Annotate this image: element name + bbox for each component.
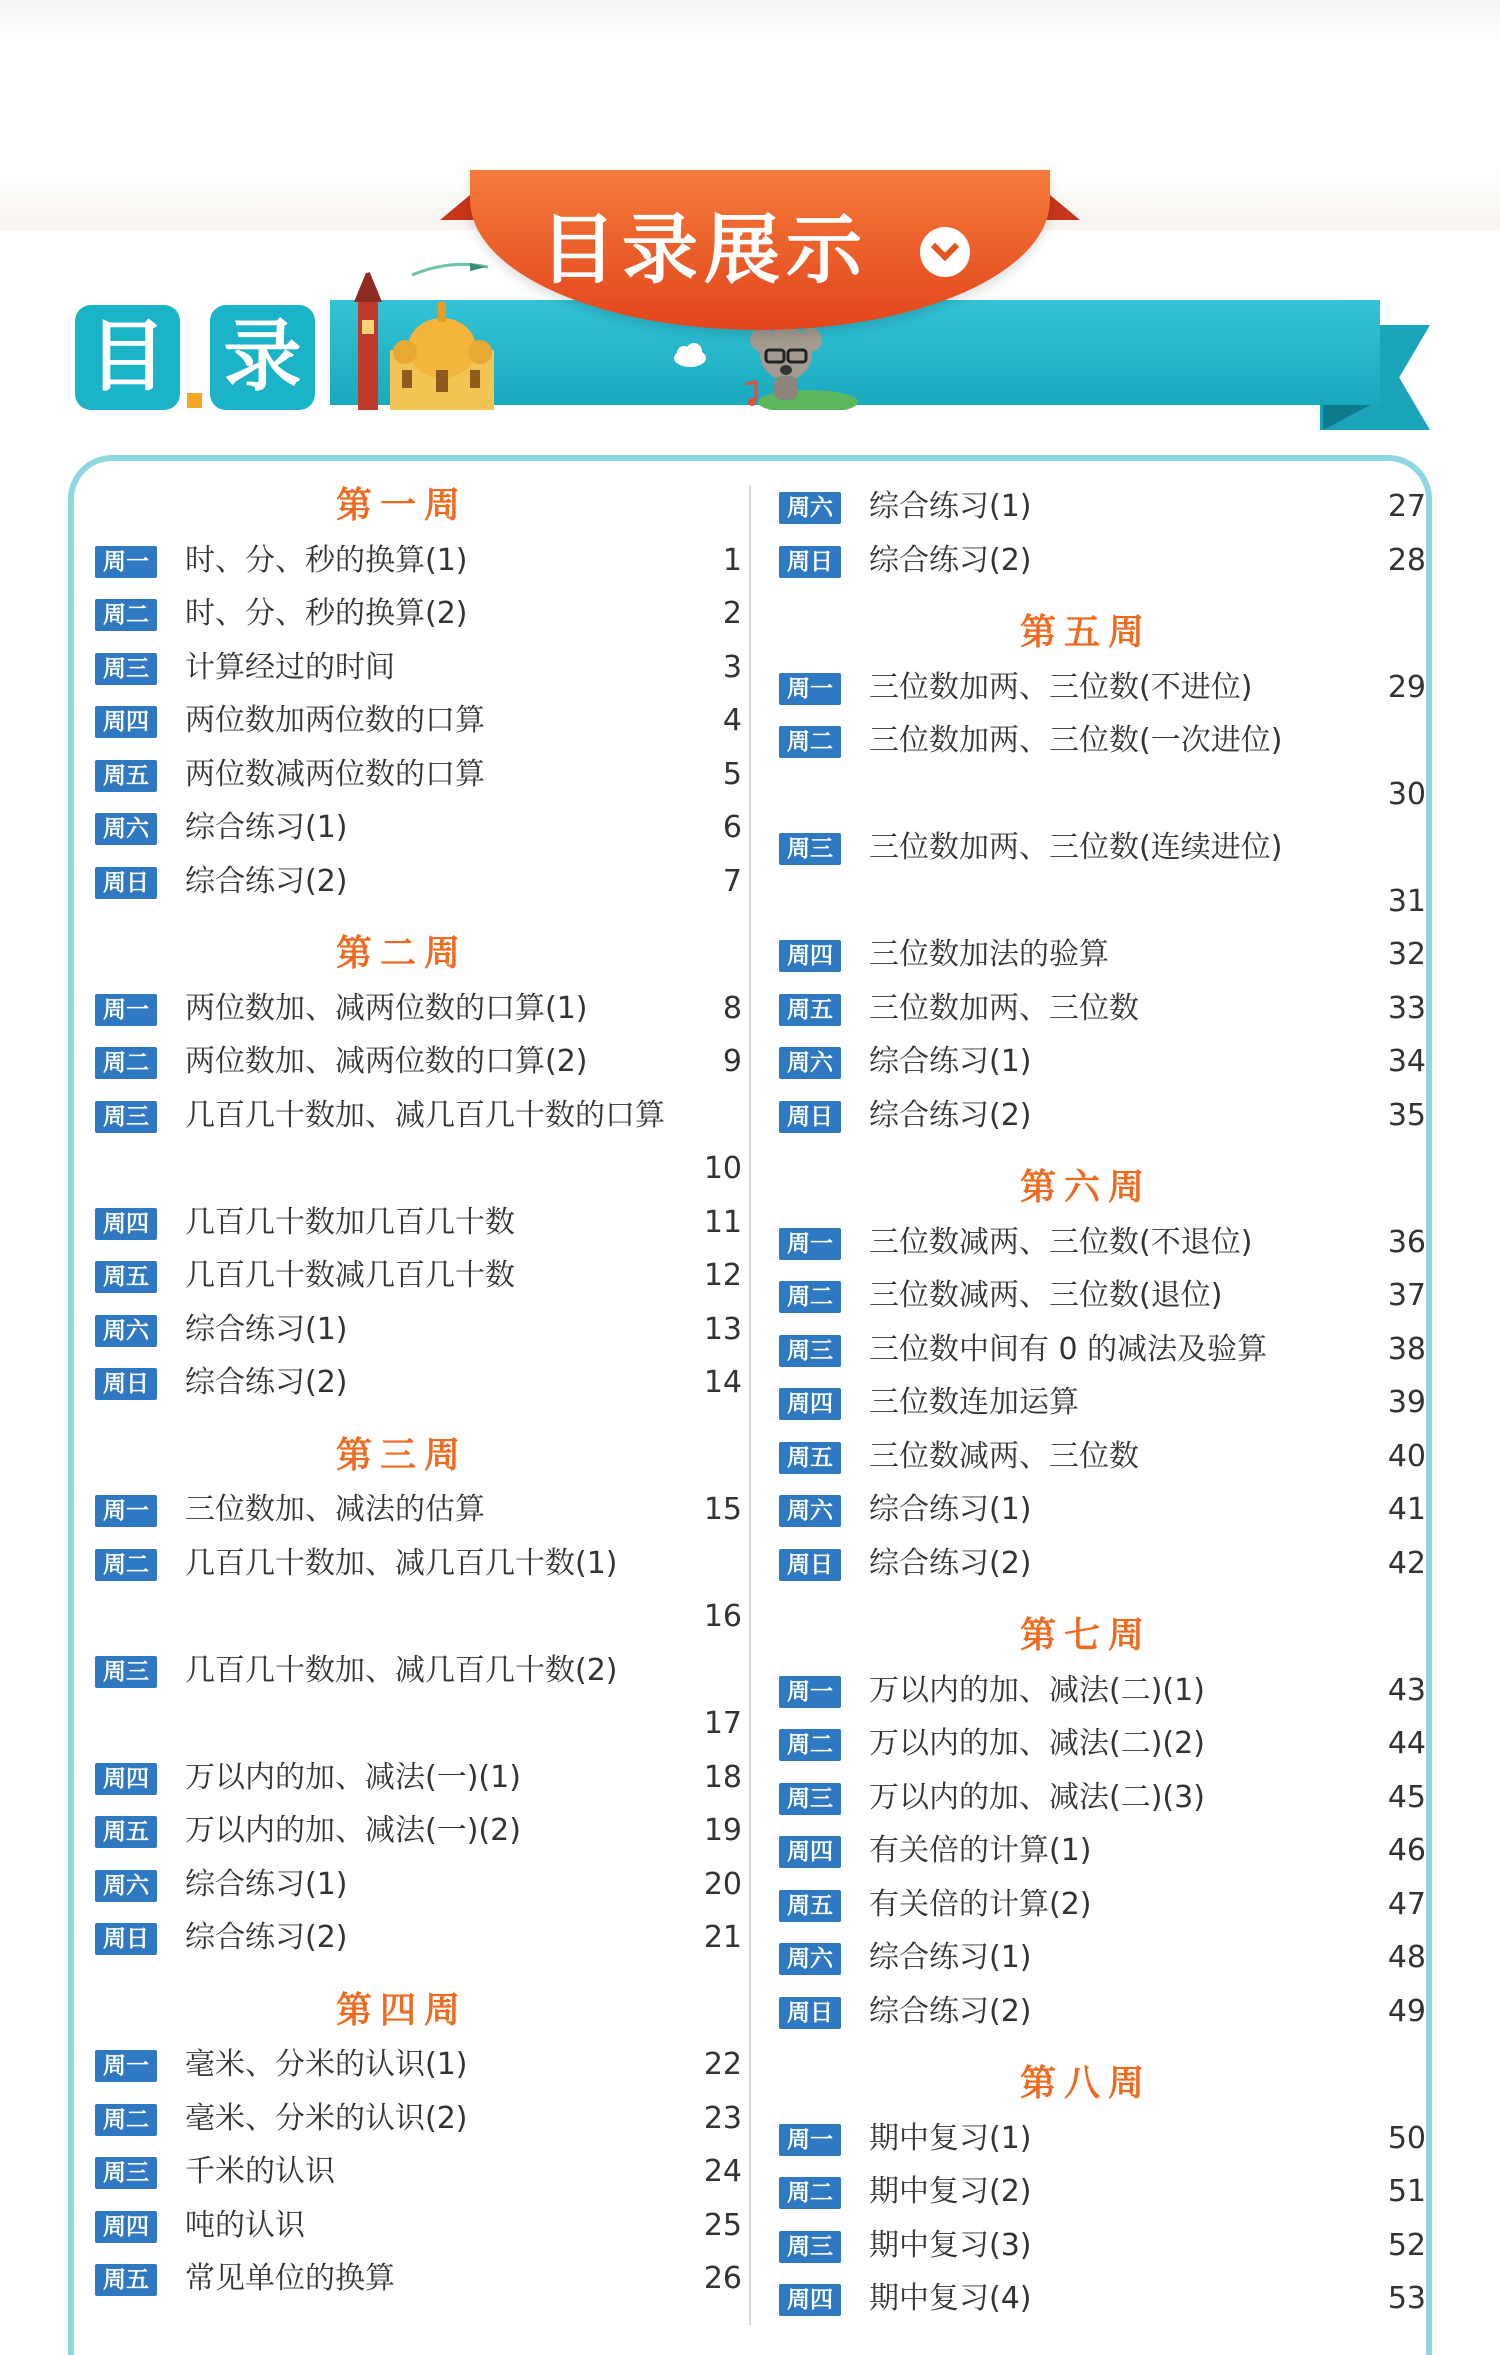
toc-entry[interactable] [776,1430,1426,1482]
day-tag: 周五 [95,1816,157,1848]
toc-entry[interactable] [776,1483,1426,1535]
day-tag: 周一 [95,994,157,1026]
toc-entry-continuation[interactable] [92,1697,742,1749]
page-number: 46 [1387,1833,1426,1868]
day-tag: 周三 [95,1656,157,1688]
entry-title: 几百几十数加、减几百几十数的口算 [185,1097,665,1133]
leader-dots [529,1249,690,1301]
ribbon-title: 目录展示 [540,205,868,294]
week-title: 第一周 [335,485,468,526]
page-number: 38 [1387,1331,1426,1367]
day-tag: 周三 [95,653,157,685]
day-tag: 周五 [779,1890,841,1922]
page-number: 47 [1387,1886,1426,1922]
leader-dots [362,855,709,907]
page-number: 23 [703,2100,742,2136]
toc-entry[interactable] [776,1269,1426,1321]
toc-entry[interactable] [92,1858,742,1910]
page-number: 18 [703,1759,742,1795]
page-number: 34 [1387,1044,1426,1079]
day-tag: 周四 [95,2211,157,2243]
leader-dots [499,748,709,800]
day-tag: 周二 [779,726,841,758]
toc-entry[interactable] [92,1644,742,1696]
leader-dots [362,1911,690,1963]
leader-dots [185,1142,690,1194]
toc-entry[interactable] [776,480,1426,532]
entry-title: 几百几十数加几百几十数 [185,1204,515,1240]
entry-title: 三位数减两、三位数(退位) [869,1278,1223,1313]
entry-title: 万以内的加、减法(一)(1) [185,1759,521,1795]
leader-dots [1153,982,1374,1034]
toc-entry[interactable] [776,1824,1426,1876]
entry-title: 综合练习(1) [869,1044,1032,1079]
entry-title: 期中复习(1) [869,2120,1032,2156]
entry-title: 三位数连加运算 [869,1385,1079,1420]
week-title: 第七周 [1019,1615,1152,1656]
leader-dots [1219,1664,1374,1716]
page-number: 8 [722,990,742,1026]
entry-title: 万以内的加、减法(二)(3) [869,1779,1205,1815]
leader-dots [602,982,709,1034]
week-title: 第三周 [335,1434,468,1476]
page-number: 3 [722,649,742,685]
leader-dots [535,1804,690,1856]
toc-entry[interactable] [776,1216,1426,1268]
day-tag: 周四 [95,706,157,738]
entry-title: 综合练习(2) [185,1365,348,1400]
toc-entry[interactable] [92,2092,742,2144]
leader-dots [1281,1323,1374,1375]
toc-entry[interactable] [92,1537,742,1589]
toc-entry[interactable] [776,1089,1426,1141]
toc-entry[interactable] [776,2219,1426,2271]
entry-title: 万以内的加、减法(二)(1) [869,1672,1205,1708]
toc-entry[interactable] [776,1323,1426,1375]
day-tag: 周六 [95,1315,157,1347]
toc-entry[interactable] [92,1035,742,1087]
entry-title: 万以内的加、减法(二)(2) [869,1726,1205,1761]
week-title: 第六周 [1019,1167,1152,1208]
toc-entry[interactable] [92,2038,742,2090]
day-tag: 周一 [779,2124,841,2156]
day-tag: 周三 [779,833,841,865]
day-tag: 周四 [779,1388,841,1420]
leader-dots [362,801,709,853]
page-number: 48 [1387,1940,1426,1975]
leader-dots [1046,1483,1374,1535]
toc-entry[interactable] [92,2199,742,2251]
entry-title: 综合练习(1) [185,1311,348,1347]
day-tag: 周一 [779,1228,841,1260]
page-number: 10 [703,1151,742,1186]
badge-dot [187,393,202,408]
cloud-icon [670,342,710,368]
day-tag: 周一 [95,1495,157,1527]
day-tag: 周四 [779,1836,841,1868]
leader-dots [1106,1878,1374,1930]
toc-entry[interactable] [776,661,1426,713]
toc-entry[interactable] [776,2112,1426,2164]
entry-title: 时、分、秒的换算(1) [185,542,468,578]
page-number: 44 [1387,1726,1426,1761]
entry-title: 有关倍的计算(2) [869,1886,1092,1922]
leader-dots [362,1858,690,1910]
leader-dots [499,1483,690,1535]
day-tag: 周一 [95,2050,157,2082]
day-tag: 周三 [95,2157,157,2189]
entry-title: 时、分、秒的换算(2) [185,596,468,631]
page-number: 25 [703,2207,742,2243]
toc-entry-continuation[interactable] [92,1590,742,1642]
toc-entry[interactable] [776,982,1426,1034]
entry-title: 两位数加、减两位数的口算(1) [185,990,588,1026]
day-tag: 周日 [779,1997,841,2029]
music-note-icon [738,380,762,410]
badge-char-1: 目 [75,305,180,410]
leader-dots [1123,928,1374,980]
entry-title: 常见单位的换算 [185,2261,395,2296]
entry-title: 综合练习(2) [185,863,348,899]
leader-dots [1236,1269,1373,1321]
leader-dots [409,641,709,693]
day-tag: 周日 [95,867,157,899]
day-tag: 周五 [779,1442,841,1474]
leader-dots [1046,2165,1374,2217]
page-number: 7 [722,863,742,899]
toc-entry[interactable] [92,855,742,907]
page-number: 45 [1387,1779,1426,1815]
entry-title: 综合练习(1) [869,1940,1032,1975]
entry-title: 综合练习(2) [185,1920,348,1955]
leader-dots [869,875,1374,927]
toc-entry[interactable] [776,821,1426,873]
toc-entry[interactable] [92,534,742,586]
toc-entry[interactable] [776,714,1426,766]
entry-title: 期中复习(4) [869,2281,1032,2316]
leader-dots [1046,2112,1374,2164]
chevron-down-icon[interactable] [920,227,970,277]
entry-title: 期中复习(2) [869,2174,1032,2209]
day-tag: 周六 [779,1495,841,1527]
page-number: 43 [1387,1672,1426,1708]
day-tag: 周日 [779,546,841,578]
page-number: 39 [1387,1385,1426,1420]
day-tag: 周二 [95,2104,157,2136]
day-tag: 周六 [779,1047,841,1079]
page-number: 30 [1387,776,1426,812]
day-tag: 周五 [95,2264,157,2296]
day-tag: 周五 [779,994,841,1026]
week-title: 第二周 [335,933,468,974]
entry-title: 几百几十数加、减几百几十数(2) [185,1652,618,1688]
leader-dots [319,2199,690,2251]
toc-entry-continuation[interactable] [776,768,1426,820]
day-tag: 周日 [95,1923,157,1955]
toc-entry[interactable] [92,1249,742,1301]
day-tag: 周一 [95,546,157,578]
page-number: 41 [1387,1492,1426,1527]
toc-entry[interactable] [92,587,742,639]
toc-entry[interactable] [92,748,742,800]
entry-title: 综合练习(2) [869,1993,1032,2029]
entry-title: 综合练习(2) [869,542,1032,578]
leader-dots [362,1356,690,1408]
toc-entry[interactable] [92,694,742,746]
toc-entry[interactable] [776,2165,1426,2217]
entry-title: 三位数减两、三位数 [869,1438,1139,1474]
entry-title: 三位数加两、三位数(一次进位) [869,723,1283,758]
leader-dots [482,534,709,586]
page-number: 4 [722,703,742,738]
page-number: 35 [1387,1097,1426,1133]
leader-dots [535,1751,690,1803]
page-number: 14 [703,1365,742,1400]
day-tag: 周四 [779,2284,841,2316]
entry-title: 几百几十数加、减几百几十数(1) [185,1545,618,1581]
leader-dots [1046,1035,1374,1087]
day-tag: 周日 [779,1549,841,1581]
entry-title: 综合练习(1) [869,489,1032,524]
leader-dots [1046,534,1374,586]
entry-title: 综合练习(1) [185,810,348,845]
toc-entry[interactable] [776,2272,1426,2324]
entry-title: 两位数减两位数的口算 [185,756,485,792]
entry-title: 三位数加法的验算 [869,937,1109,972]
page-number: 20 [703,1866,742,1902]
toc-entry[interactable] [776,534,1426,586]
day-tag: 周三 [779,2231,841,2263]
toc-entry[interactable] [776,1035,1426,1087]
leader-dots [1266,661,1373,713]
leader-dots [1219,1717,1374,1769]
page-number: 22 [703,2047,742,2082]
page-number: 50 [1387,2120,1426,2156]
entry-title: 几百几十数减几百几十数 [185,1258,515,1293]
toc-entry[interactable] [776,1931,1426,1983]
page-number: 49 [1387,1993,1426,2029]
day-tag: 周六 [779,492,841,524]
page-number: 37 [1387,1278,1426,1313]
leader-dots [1046,1985,1374,2037]
toc-entry[interactable] [776,1664,1426,1716]
entry-title: 三位数加两、三位数 [869,990,1139,1026]
toc-entry[interactable] [92,1303,742,1355]
page-number: 51 [1387,2174,1426,2209]
page-number: 36 [1387,1224,1426,1260]
toc-entry[interactable] [776,1537,1426,1589]
leader-dots [1266,1216,1373,1268]
leader-dots [1153,1430,1374,1482]
toc-entry[interactable] [92,1804,742,1856]
leader-dots [185,1697,690,1749]
day-tag: 周六 [95,1870,157,1902]
toc-entry[interactable] [92,982,742,1034]
entry-title: 毫米、分米的认识(1) [185,2047,468,2082]
entry-title: 万以内的加、减法(一)(2) [185,1813,521,1848]
leader-dots [1046,2219,1374,2271]
day-tag: 周四 [779,940,841,972]
day-tag: 周一 [779,673,841,705]
entry-title: 三位数加两、三位数(不进位) [869,669,1253,705]
leader-dots [1046,480,1374,532]
page-number: 16 [703,1599,742,1634]
entry-title: 毫米、分米的认识(2) [185,2100,468,2136]
page-number: 6 [722,810,742,845]
toc-entry[interactable] [92,2252,742,2304]
entry-title: 三位数减两、三位数(不退位) [869,1224,1253,1260]
day-tag: 周二 [779,2177,841,2209]
day-tag: 周二 [95,599,157,631]
page-number: 12 [703,1258,742,1293]
page-number: 53 [1387,2281,1426,2316]
entry-title: 三位数加两、三位数(连续进位) [869,830,1283,865]
entry-title: 有关倍的计算(1) [869,1833,1092,1868]
header-banner [0,160,1500,460]
toc-entry[interactable] [92,1483,742,1535]
leader-dots [1093,1376,1374,1428]
toc-entry[interactable] [92,2145,742,2197]
toc-entry[interactable] [776,1717,1426,1769]
toc-entry[interactable] [92,801,742,853]
airplane-icon [410,255,490,285]
day-tag: 周二 [779,1729,841,1761]
day-tag: 周二 [95,1047,157,1079]
day-tag: 周三 [95,1101,157,1133]
entry-title: 三位数加、减法的估算 [185,1492,485,1527]
entry-title: 千米的认识 [185,2154,335,2189]
entry-title: 综合练习(1) [869,1492,1032,1527]
badge-char-2: 录 [210,305,315,410]
day-tag: 周二 [95,1549,157,1581]
leader-dots [1106,1824,1374,1876]
day-tag: 周二 [779,1281,841,1313]
page-number: 13 [703,1311,742,1347]
leader-dots [482,587,709,639]
page-number: 29 [1387,669,1426,705]
page-number: 27 [1387,489,1426,524]
toc-entry[interactable] [776,1771,1426,1823]
toc-entry[interactable] [92,641,742,693]
page-number: 11 [703,1204,742,1240]
page-number: 31 [1387,883,1426,919]
page-number: 15 [703,1492,742,1527]
week-title: 第五周 [1019,612,1152,653]
page-number: 2 [722,596,742,631]
leader-dots [1219,1771,1374,1823]
entry-title: 期中复习(3) [869,2227,1032,2263]
toc-entry[interactable] [92,1196,742,1248]
toc-entry[interactable] [776,1878,1426,1930]
day-tag: 周六 [95,813,157,845]
day-tag: 周六 [779,1943,841,1975]
leader-dots [1046,1089,1374,1141]
leader-dots [499,694,709,746]
toc-entry[interactable] [92,1089,742,1141]
leader-dots [529,1196,690,1248]
tower-icon [362,265,372,275]
toc-entry-continuation[interactable] [92,1142,742,1194]
page-number: 40 [1387,1438,1426,1474]
leader-dots [1046,2272,1374,2324]
day-tag: 周三 [779,1335,841,1367]
page-number: 28 [1387,542,1426,578]
entry-title: 三位数中间有 0 的减法及验算 [869,1331,1268,1367]
leader-dots [869,768,1374,820]
toc-entry[interactable] [92,1751,742,1803]
toc-entry[interactable] [776,1985,1426,2037]
day-tag: 周日 [779,1101,841,1133]
entry-title: 综合练习(1) [185,1866,348,1902]
day-tag: 周三 [779,1783,841,1815]
page-number: 1 [722,542,742,578]
entry-title: 两位数加、减两位数的口算(2) [185,1044,588,1079]
day-tag: 周五 [95,760,157,792]
leader-dots [185,1590,690,1642]
toc-entry[interactable] [92,1356,742,1408]
toc-entry[interactable] [776,928,1426,980]
page-number: 24 [703,2154,742,2189]
entry-title: 吨的认识 [185,2207,305,2243]
leader-dots [362,1303,690,1355]
page-number: 42 [1387,1545,1426,1581]
entry-title: 综合练习(2) [869,1545,1032,1581]
entry-title: 两位数加两位数的口算 [185,703,485,738]
week-title: 第四周 [335,1989,468,2031]
entry-title: 综合练习(2) [869,1097,1032,1133]
day-tag: 周五 [95,1261,157,1293]
leader-dots [1046,1537,1374,1589]
toc-entry[interactable] [92,1911,742,1963]
column-divider [749,485,751,2325]
page-number: 26 [703,2261,742,2296]
page-number: 21 [703,1920,742,1955]
page-number: 5 [722,756,742,792]
toc-entry[interactable] [776,1376,1426,1428]
day-tag: 周日 [95,1368,157,1400]
day-tag: 周四 [95,1763,157,1795]
page-number: 33 [1387,990,1426,1026]
page-number: 52 [1387,2227,1426,2263]
entry-title: 计算经过的时间 [185,649,395,685]
leader-dots [349,2145,690,2197]
week-title: 第八周 [1019,2063,1152,2104]
page-number: 9 [722,1044,742,1079]
toc-entry-continuation[interactable] [776,875,1426,927]
page-number: 32 [1387,937,1426,972]
page-number: 17 [703,1706,742,1741]
leader-dots [1046,1931,1374,1983]
leader-dots [482,2092,690,2144]
page-number: 19 [703,1813,742,1848]
day-tag: 周四 [95,1208,157,1240]
day-tag: 周一 [779,1676,841,1708]
leader-dots [409,2252,690,2304]
leader-dots [482,2038,690,2090]
leader-dots [602,1035,709,1087]
